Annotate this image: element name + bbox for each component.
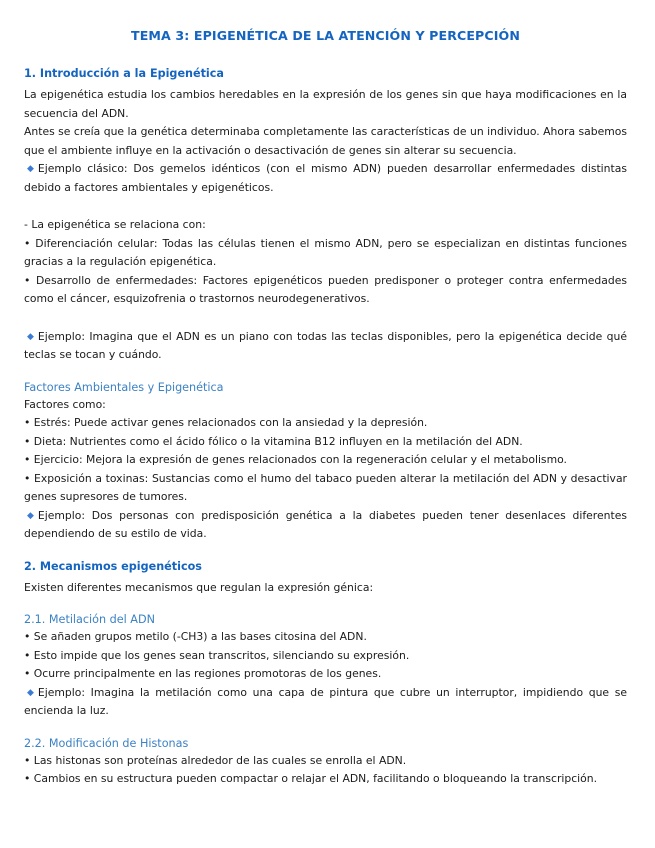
- subsection-heading-factors: Factores Ambientales y Epigenética: [24, 380, 224, 394]
- list-item: • Ejercicio: Mejora la expresión de genes relacionados con la regeneración celular y el metabolismo.: [24, 453, 567, 466]
- example-text: Ejemplo: Dos personas con predisposición genética a la diabetes pueden tener desenlaces diferentes dependiendo de su estilo de vida.: [24, 508, 627, 540]
- diamond-bullet-icon: ◆: [27, 331, 34, 342]
- list-item: • Ocurre principalmente en las regiones promotoras de los genes.: [24, 667, 382, 680]
- example-text: Ejemplo: Imagina la metilación como una capa de pintura que cubre un interruptor, impidiendo que se encienda la luz.: [24, 685, 627, 717]
- list-item: • Desarrollo de enfermedades: Factores epigenéticos pueden predisponer o proteger contra enfermedades como el cáncer, esquizofrenia o trastornos neurodegenerativos.: [24, 273, 627, 305]
- example-text: Ejemplo: Imagina que el ADN es un piano con todas las teclas disponibles, pero la epigenética decide qué teclas se tocan y cuándo.: [24, 329, 627, 361]
- example-paragraph: [24, 684, 627, 721]
- example-paragraph: [24, 160, 627, 197]
- page-title: TEMA 3: EPIGENÉTICA DE LA ATENCIÓN Y PERCEPCIÓN: [131, 28, 520, 43]
- paragraph: Antes se creía que la genética determinaba completamente las características de un individuo. Ahora sabemos que el ambiente influye en la activación o desactivación de genes sin alterar su secuencia.: [24, 125, 627, 157]
- paragraph: La epigenética estudia los cambios heredables en la expresión de los genes sin que haya modificaciones en la secuencia del ADN.: [24, 88, 627, 120]
- list-item: • Exposición a toxinas: Sustancias como el humo del tabaco pueden alterar la metilación del ADN y desactivar genes supresores de tumores.: [24, 471, 627, 503]
- diamond-bullet-icon: ◆: [27, 687, 34, 698]
- paragraph: - La epigenética se relaciona con:: [24, 218, 206, 231]
- section-heading-mechanisms: 2. Mecanismos epigenéticos: [24, 559, 202, 573]
- example-paragraph: [24, 507, 627, 544]
- paragraph: Existen diferentes mecanismos que regulan la expresión génica:: [24, 580, 374, 594]
- list-item: • Esto impide que los genes sean transcritos, silenciando su expresión.: [24, 648, 410, 662]
- list-item: • Cambios en su estructura pueden compactar o relajar el ADN, facilitando o bloqueando la transcripción.: [24, 772, 598, 785]
- section-heading-introduction: 1. Introducción a la Epigenética: [24, 67, 224, 80]
- list-item: • Diferenciación celular: Todas las células tienen el mismo ADN, pero se especializan en distintas funciones gracias a la regulación epigenética.: [24, 236, 627, 268]
- list-item: • Estrés: Puede activar genes relacionados con la ansiedad y la depresión.: [24, 416, 428, 429]
- subsection-heading-histones: 2.2. Modificación de Histonas: [24, 736, 189, 750]
- paragraph: Factores como:: [24, 397, 106, 411]
- example-paragraph: [24, 328, 627, 365]
- diamond-bullet-icon: ◆: [27, 510, 34, 521]
- diamond-bullet-icon: ◆: [27, 164, 34, 174]
- list-item: • Se añaden grupos metilo (-CH3) a las bases citosina del ADN.: [24, 630, 367, 643]
- list-item: • Dieta: Nutrientes como el ácido fólico o la vitamina B12 influyen en la metilación del ADN.: [24, 434, 523, 448]
- example-text: Ejemplo clásico: Dos gemelos idénticos (con el mismo ADN) pueden desarrollar enfermedades distintas debido a factores ambientales y epigenéticos.: [24, 162, 627, 194]
- list-item: • Las histonas son proteínas alrededor de las cuales se enrolla el ADN.: [24, 753, 407, 767]
- subsection-heading-methylation: 2.1. Metilación del ADN: [24, 613, 155, 626]
